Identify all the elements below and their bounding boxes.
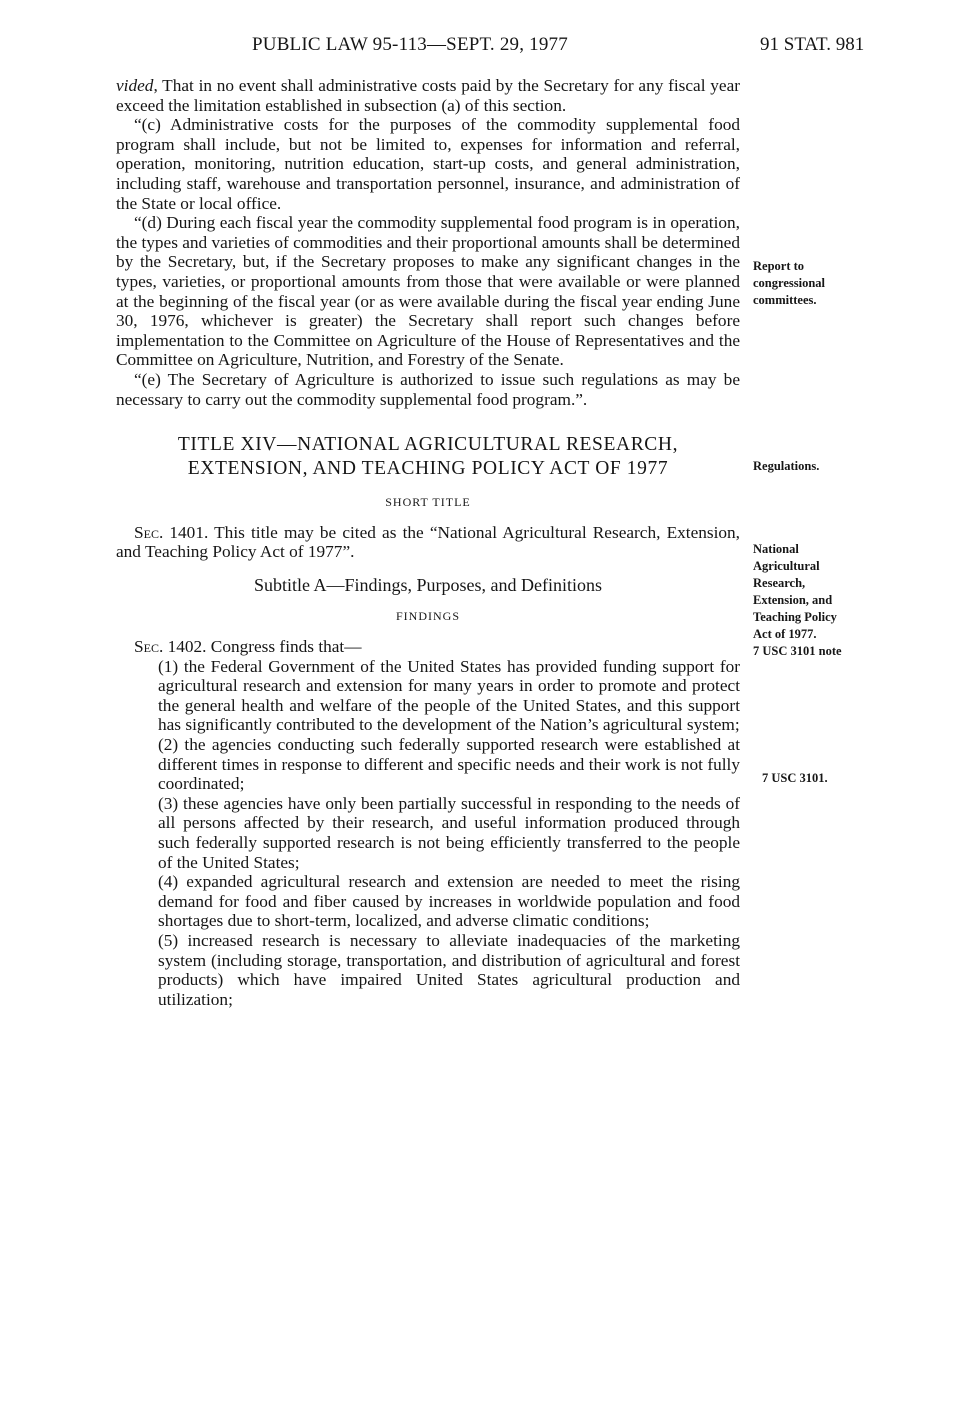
paragraph-d: “(d) During each fiscal year the commodity supplemental food program is in operation, the types and varieties of commodities and their proportional amounts shall be determined by the Secretary, but, if the Secretary proposes to make any significant changes in the types, varieties, or proportional amounts from those that were available or were planned at the beginning of the fiscal year (or as were available during the fiscal year ending June 30, 1976, whichever is greater) the Secretary shall report such changes before implementation to the Committee on Agriculture of the House of Representatives and the Committee on Agriculture, Nutrition, and Forestry of the Senate.: [116, 213, 740, 370]
margin-note-regulations: Regulations.: [753, 459, 820, 473]
margin-note-act-title: National Agricultural Research, Extension, and Teaching Policy Act of 1977. 7 USC 3101 note: [753, 541, 953, 660]
title-line-2: EXTENSION, AND TEACHING POLICY ACT OF 1977: [187, 458, 669, 480]
finding-item-2: (2) the agencies conducting such federally supported research were established at different times in response to different and specific needs and their work is not fully coordinated;: [158, 735, 740, 794]
paragraph-e: “(e) The Secretary of Agriculture is authorized to issue such regulations as may be necessary to carry out the commodity supplemental food program.”.: [116, 369, 740, 409]
page-reference: 91 STAT. 981: [760, 34, 865, 55]
section-1401: Sec. 1401. This title may be cited as the “National Agricultural Research, Extension, and Teaching Policy Act of 1977”.: [116, 522, 741, 562]
section-label: Sec. 1401.: [134, 522, 209, 542]
finding-item-3: (3) these agencies have only been partially successful in responding to the needs of all persons affected by their research, and useful information produced through such federally supported research is not being efficiently transferred to the people of the United States;: [158, 793, 740, 872]
subtitle-a-heading: Subtitle A—Findings, Purposes, and Definitions: [253, 574, 602, 595]
paragraph-c: “(c) Administrative costs for the purposes of the commodity supplemental food program shall include, but not be limited to, expenses for information and referral, operation, monitoring, nutrition education, start-up costs, and general administration, including staff, warehouse and transportation personnel, insurance, and administration of the State or local office.: [116, 115, 740, 213]
title-line-1: TITLE XIV—NATIONAL AGRICULTURAL RESEARCH,: [177, 434, 679, 456]
finding-item-5: (5) increased research is necessary to alleviate inadequacies of the marketing system (including storage, transportation, and distribution of agricultural and forest products) which have impaired United States agricultural production and utilization;: [158, 930, 740, 1009]
margin-note-findings-cite: 7 USC 3101.: [762, 771, 828, 785]
finding-item-1: (1) the Federal Government of the United States has provided funding support for agricultural research and extension for many years in order to promote and protect the general health and welfare of the people of the United States, and this support has significantly contributed to the development of the Nation’s agricultural system;: [158, 656, 740, 735]
paragraph-continuation: vided, That in no event shall administrative costs paid by the Secretary for any fiscal year exceed the limitation established in subsection (a) of this section.: [116, 76, 740, 115]
proviso-italic: vided: [116, 76, 154, 95]
section-label: Sec. 1402.: [134, 637, 207, 657]
findings-heading: FINDINGS: [395, 609, 460, 624]
running-title: PUBLIC LAW 95-113—SEPT. 29, 1977: [252, 34, 568, 55]
finding-item-4: (4) expanded agricultural research and extension are needed to meet the rising demand for food and fiber caused by increases in worldwide population and food shortages due to short-term, localized, and adverse climatic conditions;: [158, 872, 740, 931]
usc-citation: 7 USC 3101 note: [753, 644, 842, 658]
title-heading: [116, 433, 740, 481]
section-1402: Sec. 1402. Congress finds that—: [134, 637, 362, 657]
short-title-heading: SHORT TITLE: [385, 495, 471, 510]
main-text-column: [116, 76, 740, 1009]
margin-note-report: Report to congressional committees.: [753, 259, 825, 307]
